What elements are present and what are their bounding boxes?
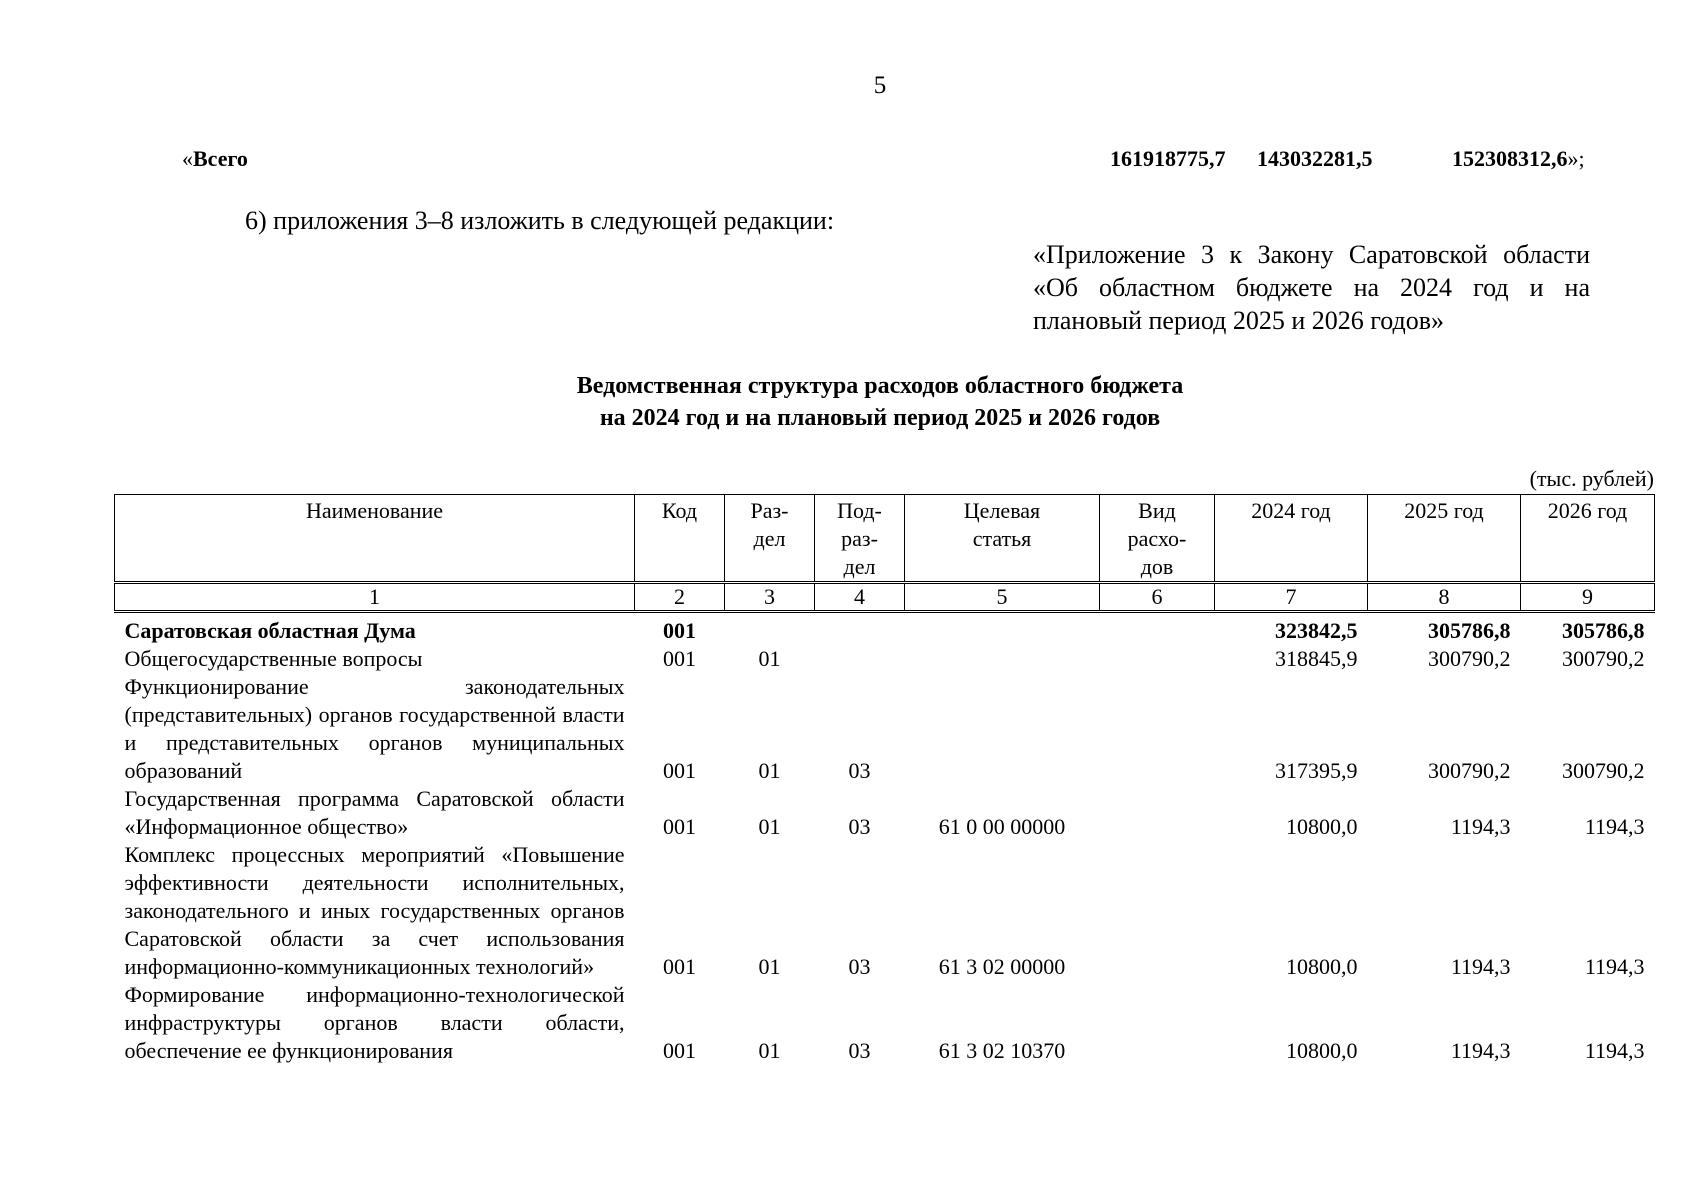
row-target-article	[905, 645, 1100, 673]
appendix-note: «Приложение 3 к Закону Саратовской области «Об областном бюджете на 2024 год и на плановый период 2025 и 2026 годов»	[1033, 240, 1590, 335]
table-header-row	[115, 495, 1655, 583]
row-amount-2026: 305786,8	[1562, 618, 1645, 643]
row-name: Общегосударственные вопросы	[124, 646, 423, 671]
column-number: 1	[115, 583, 635, 612]
header-subsection: Под- раз- дел	[815, 495, 905, 583]
row-amount-2026: 300790,2	[1562, 758, 1645, 783]
row-expense-type	[1100, 673, 1215, 785]
row-amount-2024: 10800,0	[1286, 814, 1358, 839]
row-amount-2024: 10800,0	[1286, 954, 1358, 979]
row-expense-type	[1100, 841, 1215, 981]
row-code: 001	[663, 618, 696, 643]
table-title-line-2: на 2024 год и на плановый период 2025 и 2026 годов	[599, 405, 1161, 431]
header-section: Раз- дел	[725, 495, 815, 583]
row-name: Государственная программа Саратовской области «Информационное общество»	[124, 786, 625, 839]
column-number: 8	[1368, 583, 1521, 612]
table-body	[115, 612, 1655, 1066]
row-code: 001	[663, 814, 696, 839]
row-expense-type	[1100, 785, 1215, 841]
total-value-2025: 143032281,5	[1257, 146, 1373, 171]
row-target-article: 61 3 02 00000	[938, 954, 1066, 979]
column-number: 5	[905, 583, 1100, 612]
column-number-row	[115, 583, 1655, 612]
row-subsection	[815, 612, 905, 646]
row-expense-type	[1100, 981, 1215, 1065]
column-number: 3	[725, 583, 815, 612]
row-amount-2025: 1194,3	[1450, 954, 1511, 979]
row-code: 001	[663, 758, 696, 783]
column-number: 6	[1100, 583, 1215, 612]
row-amount-2025: 300790,2	[1428, 758, 1511, 783]
table-row	[115, 645, 1655, 673]
units-label: (тыс. рублей)	[1529, 466, 1654, 491]
row-target-article: 61 0 00 00000	[938, 814, 1066, 839]
row-name: Формирование информационно-технологической инфраструктуры органов власти области, обеспечение ее функционирования	[124, 982, 625, 1063]
header-2026: 2026 год	[1521, 495, 1655, 583]
row-amount-2024: 318845,9	[1275, 646, 1358, 671]
row-amount-2024: 323842,5	[1275, 618, 1358, 643]
row-section: 01	[758, 758, 781, 783]
row-amount-2025: 1194,3	[1450, 814, 1511, 839]
header-target-article: Целевая статья	[905, 495, 1100, 583]
column-number: 7	[1215, 583, 1368, 612]
row-name: Функционирование законодательных (представительных) органов государственной власти и представительных органов муниципальных образований	[124, 674, 625, 783]
row-amount-2025: 1194,3	[1450, 1038, 1511, 1063]
table-row	[115, 785, 1655, 841]
header-name: Наименование	[115, 495, 635, 583]
row-code: 001	[663, 646, 696, 671]
row-code: 001	[663, 1038, 696, 1063]
row-amount-2025: 300790,2	[1428, 646, 1511, 671]
total-value-2024: 161918775,7	[1110, 146, 1226, 171]
table-row	[115, 612, 1655, 646]
header-expense-type: Вид расхо- дов	[1100, 495, 1215, 583]
column-number: 9	[1521, 583, 1655, 612]
row-target-article: 61 3 02 10370	[938, 1038, 1066, 1063]
budget-table	[114, 494, 1655, 1065]
page-number: 5	[873, 72, 887, 99]
column-number: 4	[815, 583, 905, 612]
header-2025: 2025 год	[1368, 495, 1521, 583]
row-section: 01	[758, 646, 781, 671]
row-code: 001	[663, 954, 696, 979]
column-number: 2	[635, 583, 725, 612]
row-subsection: 03	[848, 758, 871, 783]
row-section	[725, 612, 815, 646]
table-title-line-1: Ведомственная структура расходов областного бюджета	[576, 373, 1184, 399]
row-expense-type	[1100, 645, 1215, 673]
table-row	[115, 841, 1655, 981]
total-line	[182, 146, 1600, 176]
header-2024: 2024 год	[1215, 495, 1368, 583]
row-amount-2024: 317395,9	[1275, 758, 1358, 783]
row-amount-2026: 1194,3	[1584, 814, 1645, 839]
row-amount-2024: 10800,0	[1286, 1038, 1358, 1063]
table-row	[115, 981, 1655, 1065]
row-subsection	[815, 645, 905, 673]
row-section: 01	[758, 954, 781, 979]
row-subsection: 03	[848, 1038, 871, 1063]
row-name: Саратовская областная Дума	[124, 618, 416, 643]
table-row	[115, 673, 1655, 785]
row-target-article	[905, 612, 1100, 646]
row-amount-2026: 300790,2	[1562, 646, 1645, 671]
total-label: «Всего	[182, 146, 248, 171]
row-name: Комплекс процессных мероприятий «Повышение эффективности деятельности исполнительных, законодательного и иных государственных органов Саратовской области за счет использования информационно-коммуникационных технологий»	[124, 842, 625, 979]
row-section: 01	[758, 814, 781, 839]
row-expense-type	[1100, 612, 1215, 646]
table-title	[0, 370, 1697, 434]
row-amount-2026: 1194,3	[1584, 954, 1645, 979]
row-amount-2026: 1194,3	[1584, 1038, 1645, 1063]
instruction-text: 6) приложения 3–8 изложить в следующей редакции:	[245, 206, 835, 235]
header-code: Код	[635, 495, 725, 583]
row-subsection: 03	[848, 954, 871, 979]
row-section: 01	[758, 1038, 781, 1063]
row-target-article	[905, 673, 1100, 785]
row-subsection: 03	[848, 814, 871, 839]
total-value-2026: 152308312,6»;	[1452, 146, 1585, 171]
row-amount-2025: 305786,8	[1428, 618, 1511, 643]
